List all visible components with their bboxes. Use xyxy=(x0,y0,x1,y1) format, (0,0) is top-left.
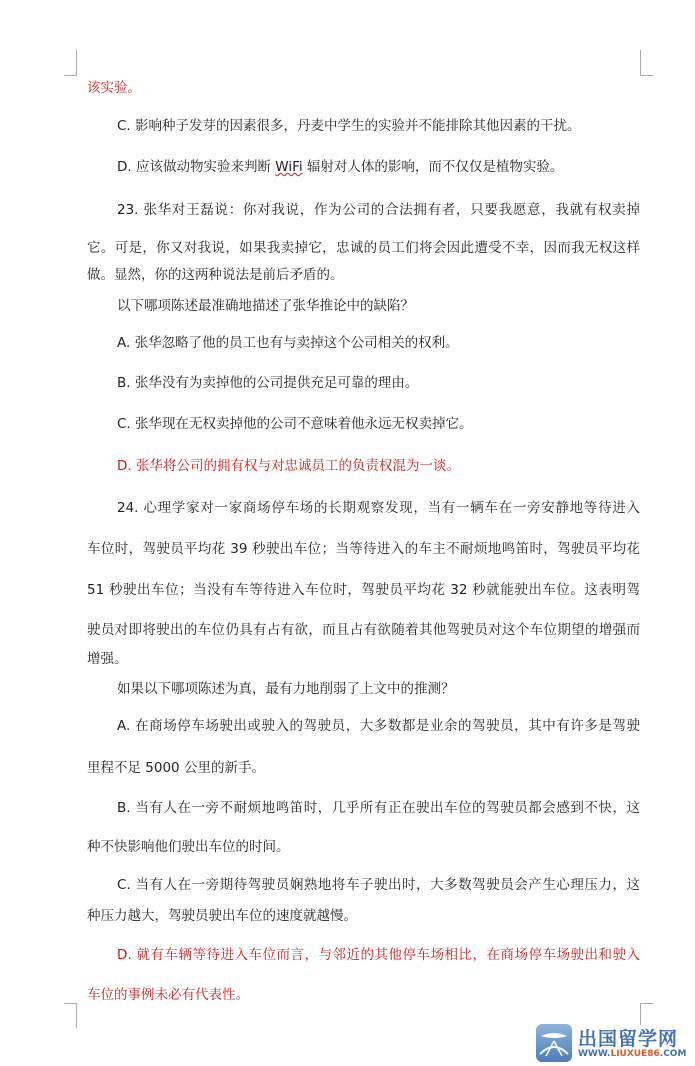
option-c: C. 当有人在一旁期待驾驶员娴熟地将车子驶出时，大多数驾驶员会产生心理压力，这 xyxy=(117,877,640,893)
question-prompt: 如果以下哪项陈述为真，最有力地削弱了上文中的推测？ xyxy=(117,681,455,697)
option-c-cont: 种压力越大，驾驶员驶出车位的速度就越慢。 xyxy=(87,908,357,924)
paragraph-line: 增强。 xyxy=(87,651,128,667)
corner-mark xyxy=(76,1003,77,1028)
logo-url xyxy=(578,1049,686,1059)
option-b: B. 当有人在一旁不耐烦地鸣笛时，几乎所有正在驶出车位的驾驶员都会感到不快，这 xyxy=(117,800,640,816)
question-24: 24. 心理学家对一家商场停车场的长期观察发现，当有一辆车在一旁安静地等待进入 xyxy=(117,500,640,516)
corner-mark xyxy=(640,75,653,76)
option-d-answer-cont: 车位的事例未必有代表性。 xyxy=(87,987,249,1003)
url-part: WWW. xyxy=(578,1049,611,1059)
corner-mark xyxy=(64,75,77,76)
option-a-cont: 里程不足 5000 公里的新手。 xyxy=(87,760,265,776)
question-prompt: 以下哪项陈述最准确地描述了张华推论中的缺陷？ xyxy=(117,298,414,314)
option-b-cont: 种不快影响他们驶出车位的时间。 xyxy=(87,839,290,855)
url-part: .COM xyxy=(659,1049,687,1059)
paragraph-line: 做。显然，你的这两种说法是前后矛盾的。 xyxy=(87,267,344,283)
option-c: C. 张华现在无权卖掉他的公司不意味着他永远无权卖掉它。 xyxy=(117,416,473,432)
option-d-answer: D. 就有车辆等待进入车位而言，与邻近的其他停车场相比，在商场停车场驶出和驶入 xyxy=(117,947,640,963)
text: D. 应该做动物实验来判断 xyxy=(117,159,276,175)
option-a: A. 在商场停车场驶出或驶入的驾驶员，大多数都是业余的驾驶员，其中有许多是驾驶 xyxy=(117,718,640,734)
logo-name: 出国留学网 xyxy=(578,1028,679,1050)
option-d xyxy=(117,158,563,176)
spellcheck-word[interactable]: WiFi xyxy=(275,159,303,175)
url-part: LIUXUE86 xyxy=(610,1049,660,1059)
paragraph-line: 驶员对即将驶出的车位仍具有占有欲，而且占有欲随着其他驾驶员对这个车位期望的增强而 xyxy=(87,622,640,638)
option-b: B. 张华没有为卖掉他的公司提供充足可靠的理由。 xyxy=(117,375,419,391)
answer-text: 该实验。 xyxy=(87,80,141,96)
corner-mark xyxy=(640,50,641,75)
question-23: 23. 张华对王磊说：你对我说，作为公司的合法拥有者，只要我愿意，我就有权卖掉 xyxy=(117,202,640,218)
option-a: A. 张华忽略了他的员工也有与卖掉这个公司相关的权利。 xyxy=(117,335,459,351)
logo-icon xyxy=(536,1024,572,1062)
paragraph-line: 它。可是，你又对我说，如果我卖掉它，忠诚的员工们将会因此遭受不幸，因而我无权这样 xyxy=(87,240,640,256)
paragraph-line: 车位时，驾驶员平均花 39 秒驶出车位；当等待进入的车主不耐烦地鸣笛时，驾驶员平均花 xyxy=(87,541,640,557)
watermark-logo xyxy=(536,1022,695,1065)
option-c: C. 影响种子发芽的因素很多，丹麦中学生的实验并不能排除其他因素的干扰。 xyxy=(117,118,581,134)
corner-mark xyxy=(76,50,77,75)
paragraph-line: 51 秒驶出车位；当没有车等待进入车位时，驾驶员平均花 32 秒就能驶出车位。这表明驾 xyxy=(87,582,640,598)
corner-mark xyxy=(640,1003,653,1004)
text: 辐射对人体的影响，而不仅仅是植物实验。 xyxy=(302,159,564,175)
option-d-answer: D. 张华将公司的拥有权与对忠诚员工的负责权混为一谈。 xyxy=(117,458,460,474)
